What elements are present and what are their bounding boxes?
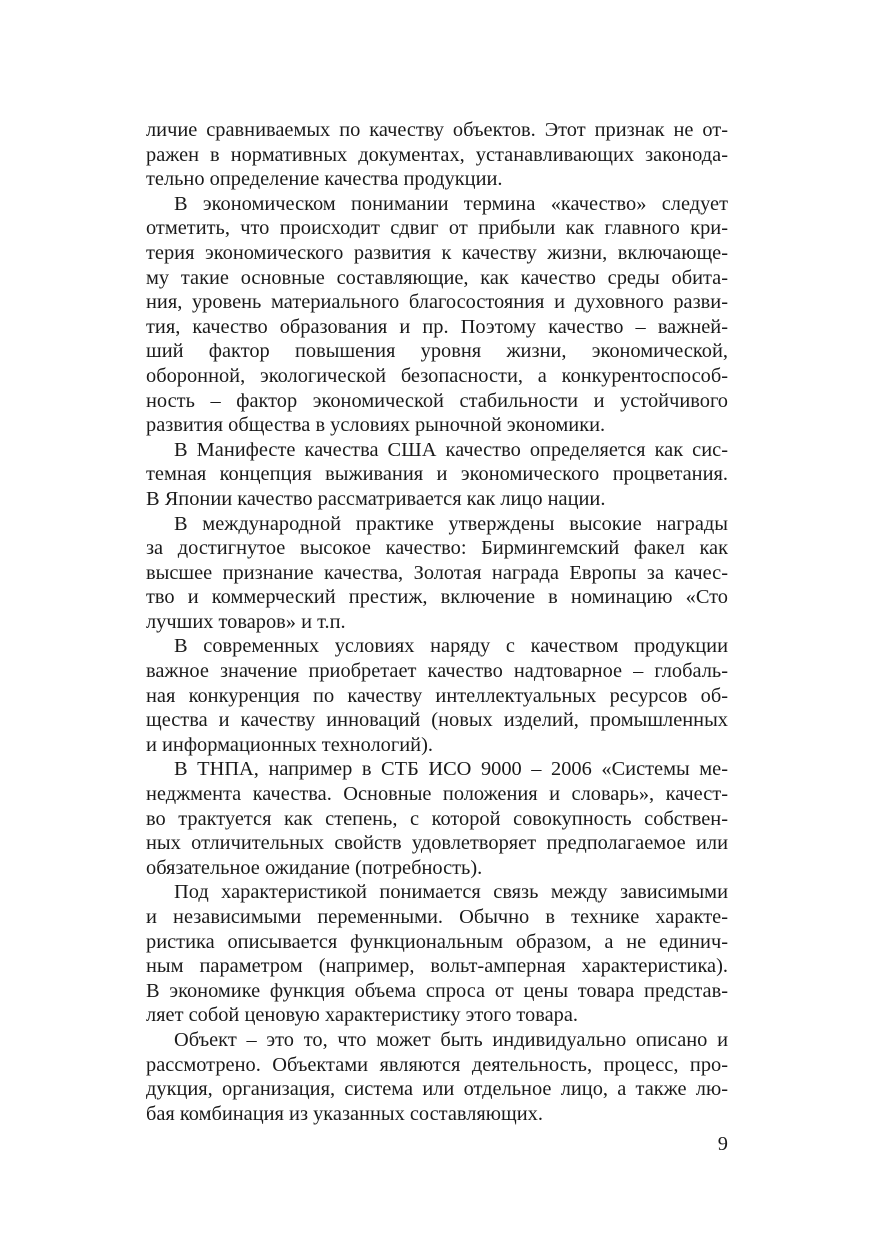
text-line: важное значение приобретает качество надтоварное – глобаль-	[146, 660, 728, 683]
text-line: ший фактор повышения уровня жизни, экономической,	[146, 340, 728, 363]
text-line: терия экономического развития к качеству жизни, включающе-	[146, 241, 728, 264]
text-line: лучших товаров» и т.п.	[146, 610, 346, 633]
text-line: и независимыми переменными. Обычно в технике характе-	[146, 906, 728, 928]
text-line: ных отличительных свойств удовлетворяет предполагаемое или	[146, 832, 728, 855]
text-line: В международной практике утверждены высокие награды	[174, 512, 728, 535]
text-line: бая комбинация из указанных составляющих.	[146, 1102, 543, 1125]
text-line: развития общества в условиях рыночной экономики.	[146, 414, 606, 437]
text-line: рассмотрено. Объектами являются деятельность, процесс, про-	[146, 1053, 728, 1076]
paragraph	[146, 880, 728, 1028]
text-line: неджмента качества. Основные положения и словарь», качест-	[146, 783, 728, 806]
paragraph	[146, 757, 728, 880]
text-line: за достигнутое высокое качество: Бирмингемский факел как	[146, 537, 728, 560]
text-line: В Манифесте качества США качество определяется как сис-	[174, 438, 728, 461]
text-line: личие сравниваемых по качеству объектов. Этот признак не от-	[146, 119, 728, 141]
text-line: ная конкуренция по качеству интеллектуальных ресурсов об-	[146, 684, 728, 707]
paragraph	[146, 192, 728, 438]
page-number: 9	[717, 1133, 728, 1155]
text-line: ристика описывается функциональным образом, а не единич-	[146, 930, 728, 953]
page-body	[146, 118, 728, 1178]
text-line: тия, качество образования и пр. Поэтому качество – важней-	[146, 315, 728, 338]
text-line: оборонной, экологической безопасности, а конкурентоспособ-	[146, 364, 728, 387]
text-line: тельно определение качества продукции.	[146, 168, 503, 191]
text-line: В ТНПА, например в СТБ ИСО 9000 – 2006 «Системы ме-	[174, 758, 728, 781]
paragraph	[146, 1028, 728, 1126]
paragraph	[146, 438, 728, 512]
text-line: Под характеристикой понимается связь между зависимыми	[174, 881, 728, 904]
text-line: и информационных технологий).	[146, 733, 433, 756]
text-line: тво и коммерческий престиж, включение в номинацию «Сто	[146, 586, 728, 609]
text-line: во трактуется как степень, с которой совокупность собствен-	[146, 807, 728, 830]
text-line: темная концепция выживания и экономического процветания.	[146, 463, 728, 486]
text-line: ражен в нормативных документах, устанавливающих законода-	[146, 143, 728, 166]
text-line: обязательное ожидание (потребность).	[146, 856, 483, 879]
text-line: дукция, организация, система или отдельное лицо, а также лю-	[146, 1078, 728, 1101]
paragraph	[146, 512, 728, 635]
text-line: ным параметром (например, вольт-амперная характеристика).	[146, 955, 728, 978]
text-line: отметить, что происходит сдвиг от прибыли как главного кри-	[146, 217, 728, 240]
text-line: В экономике функция объема спроса от цены товара представ-	[146, 979, 728, 1002]
text-line: щества и качеству инноваций (новых изделий, промышленных	[146, 709, 728, 732]
text-line: В Японии качество рассматривается как лицо нации.	[146, 487, 606, 510]
paragraph	[146, 118, 728, 192]
text-line: высшее признание качества, Золотая награда Европы за качес-	[146, 561, 728, 584]
text-line: В современных условиях наряду с качеством продукции	[174, 635, 728, 658]
text-line: В экономическом понимании термина «качество» следует	[174, 192, 728, 215]
text-line: ния, уровень материального благосостояния и духовного разви-	[146, 291, 728, 314]
text-line: му такие основные составляющие, как качество среды обита-	[146, 266, 728, 289]
text-line: Объект – это то, что может быть индивидуально описано и	[174, 1028, 728, 1051]
text-line: ляет собой ценовую характеристику этого товара.	[146, 1004, 579, 1027]
paragraph	[146, 634, 728, 757]
text-line: ность – фактор экономической стабильности и устойчивого	[146, 389, 728, 412]
